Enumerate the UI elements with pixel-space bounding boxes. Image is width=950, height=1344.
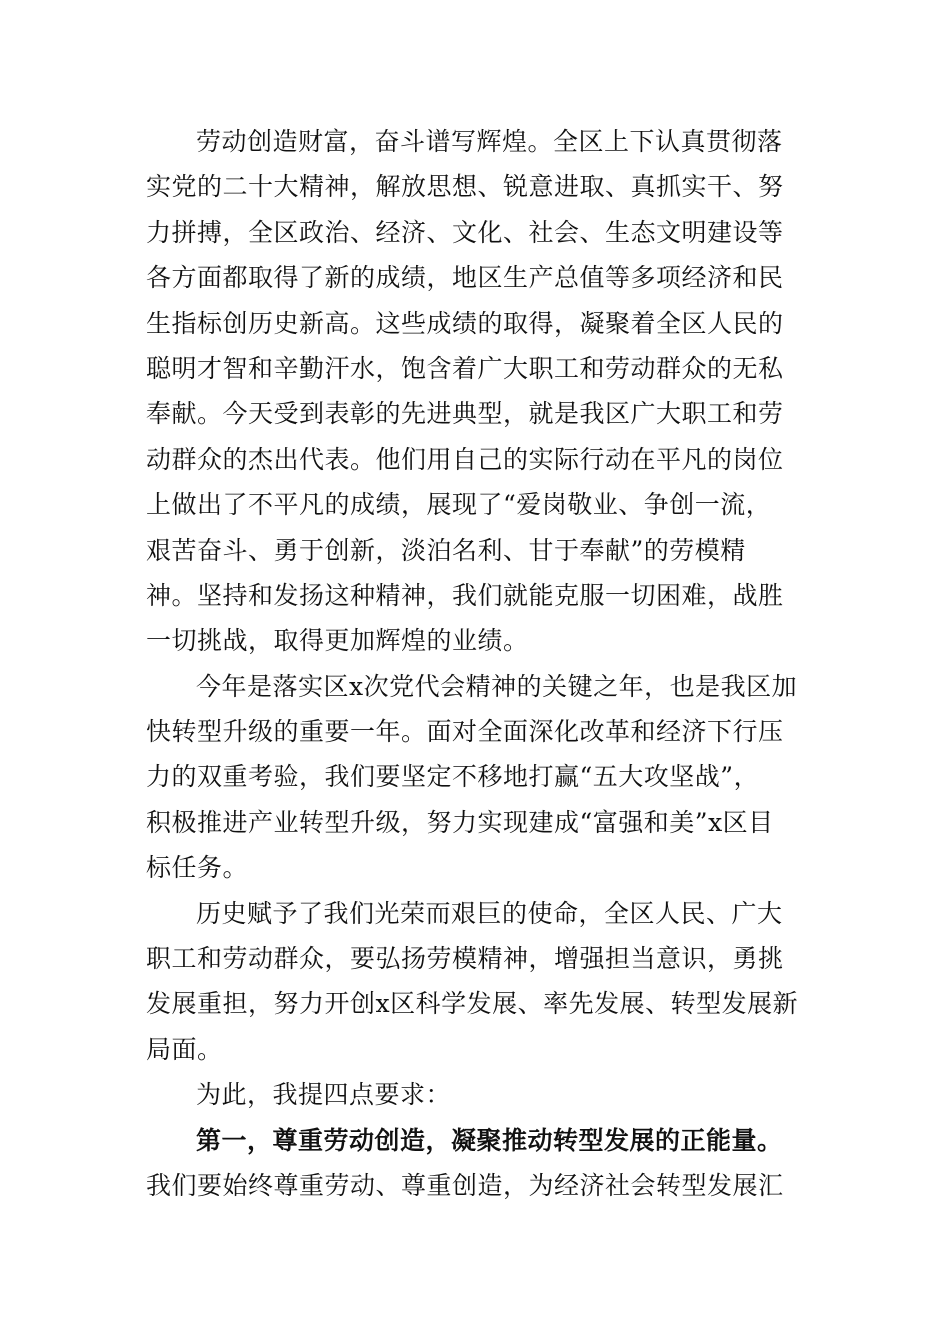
paragraph-1-line-7: 奉献。今天受到表彰的先进典型，就是我区广大职工和劳 (146, 399, 784, 429)
paragraph-1-line-3: 力拼搏，全区政治、经济、文化、社会、生态文明建设等 (146, 217, 784, 247)
paragraph-1-line-12: 一切挑战，取得更加辉煌的业绩。 (146, 626, 529, 656)
paragraph-2-line-2: 快转型升级的重要一年。面对全面深化改革和经济下行压 (146, 717, 784, 747)
paragraph-3-line-3: 发展重担，努力开创x区科学发展、率先发展、转型发展新 (146, 989, 799, 1019)
paragraph-2-line-5: 标任务。 (146, 853, 249, 883)
paragraph-2-line-1: 今年是落实区x次党代会精神的关键之年，也是我区加 (196, 671, 798, 701)
paragraph-3-line-2: 职工和劳动群众，要弘扬劳模精神，增强担当意识，勇挑 (146, 944, 784, 974)
paragraph-2-line-4: 积极推进产业转型升级，努力实现建成“富强和美”x区目 (146, 807, 774, 837)
paragraph-1-line-5: 生指标创历史新高。这些成绩的取得，凝聚着全区人民的 (146, 308, 784, 338)
paragraph-5-line-1: 我们要始终尊重劳动、尊重创造，为经济社会转型发展汇 (146, 1170, 784, 1200)
paragraph-1-line-10: 艰苦奋斗、勇于创新，淡泊名利、甘于奉献”的劳模精 (146, 535, 746, 565)
paragraph-3-line-4: 局面。 (146, 1034, 223, 1064)
paragraph-1-line-4: 各方面都取得了新的成绩，地区生产总值等多项经济和民 (146, 263, 784, 293)
paragraph-1-line-6: 聪明才智和辛勤汗水，饱含着广大职工和劳动群众的无私 (146, 353, 784, 383)
paragraph-4-line-1: 为此，我提四点要求： (196, 1080, 452, 1110)
section-heading-first: 第一，尊重劳动创造，凝聚推动转型发展的正能量。 (196, 1125, 783, 1155)
paragraph-1-line-9: 上做出了不平凡的成绩，展现了“爱岗敬业、争创一流， (146, 490, 772, 520)
paragraph-1-line-2: 实党的二十大精神，解放思想、锐意进取、真抓实干、努 (146, 172, 784, 202)
paragraph-3-line-1: 历史赋予了我们光荣而艰巨的使命，全区人民、广大 (196, 898, 783, 928)
paragraph-1-line-11: 神。坚持和发扬这种精神，我们就能克服一切困难，战胜 (146, 580, 784, 610)
paragraph-1-line-1: 劳动创造财富，奋斗谱写辉煌。全区上下认真贯彻落 (196, 127, 783, 156)
paragraph-2-line-3: 力的双重考验，我们要坚定不移地打赢“五大攻坚战”， (146, 762, 760, 792)
paragraph-1-line-8: 动群众的杰出代表。他们用自己的实际行动在平凡的岗位 (146, 444, 784, 474)
document-body (146, 119, 810, 1208)
